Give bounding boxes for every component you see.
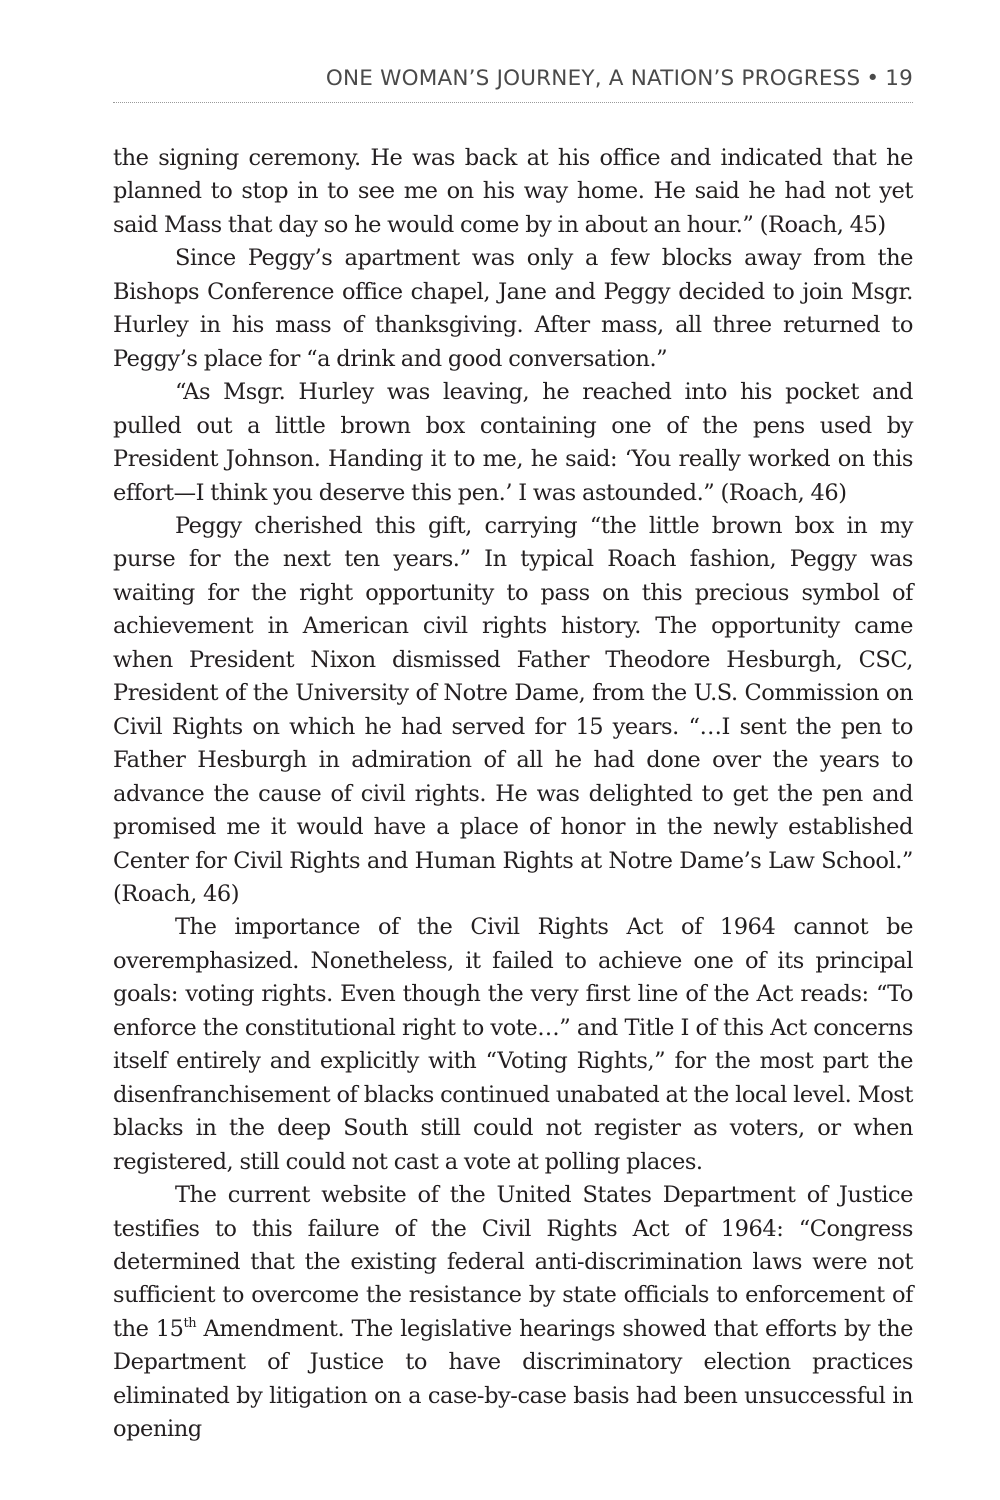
paragraph-3: “As Msgr. Hurley was leaving, he reached into his pocket and pulled out a little brown box containing one of the pens used by President Johnson. Handing it to me, he said: ‘You really worked on this effort—I think you deserve this pen.’ I was astounded.” (Roach, 46) (113, 379, 913, 506)
paragraph-5: The importance of the Civil Rights Act of 1964 cannot be overemphasized. Nonetheless, it failed to achieve one of its principal goals: voting rights. Even though the very first line of the Act reads: “To enforce the constitutional right to vote…” and Title I of this Act concerns itself entirely and explicitly with “Voting Rights,” for the most part the disenfranchisement of blacks continued unabated at the local level. Most blacks in the deep South still could not register as voters, or when registered, still could not cast a vote at polling places. (113, 914, 913, 1175)
paragraph-6 (113, 1179, 913, 1447)
paragraph-6-end: Amendment. The legislative hearings showed that efforts by the Department of Justice to have discriminatory election practices eliminated by litigation on a case-by-case basis had been unsuccessful in opening (113, 1315, 914, 1443)
paragraph-1: the signing ceremony. He was back at his office and indicated that he planned to stop in to see me on his way home. He said he had not yet said Mass that day so he would come by in about an hour.” (Roach, 45) (113, 145, 913, 238)
running-title: ONE WOMAN’S JOURNEY, A NATION’S PROGRESS (325, 66, 861, 91)
ordinal-superscript: th (183, 1315, 197, 1331)
paragraph-4: Peggy cherished this gift, carrying “the little brown box in my purse for the next ten years.” In typical Roach fashion, Peggy was waiting for the right opportunity to pass on this precious symbol of achievement in American civil rights history. The opportunity came when President Nixon dismissed Father Theodore Hesburgh, CSC, President of the University of Notre Dame, from the U.S. Commission on Civil Rights on which he had served for 15 years. “…I sent the pen to Father Hesburgh in admiration of all he had done over the years to advance the cause of civil rights. He was delighted to get the pen and promised me it would have a place of honor in the newly established Center for Civil Rights and Human Rights at Notre Dame’s Law School.” (Roach, 46) (113, 512, 913, 907)
page-number: 19 (885, 66, 913, 91)
paragraph-6-start: The current website of the United States Department of Justice testifies to this failure of the Civil Rights Act of 1964: “Congress determined that the existing federal anti-discrimination laws were not sufficient to overcome the resistance by state officials to enforcement of the 15 (113, 1182, 913, 1342)
paragraph-2: Since Peggy’s apartment was only a few blocks away from the Bishops Conference office chapel, Jane and Peggy decided to join Msgr. Hurley in his mass of thanksgiving. After mass, all three returned to Peggy’s place for “a drink and good conversation.” (113, 245, 913, 372)
running-header (113, 62, 913, 103)
body-text (113, 142, 913, 1447)
header-separator: • (866, 66, 880, 91)
